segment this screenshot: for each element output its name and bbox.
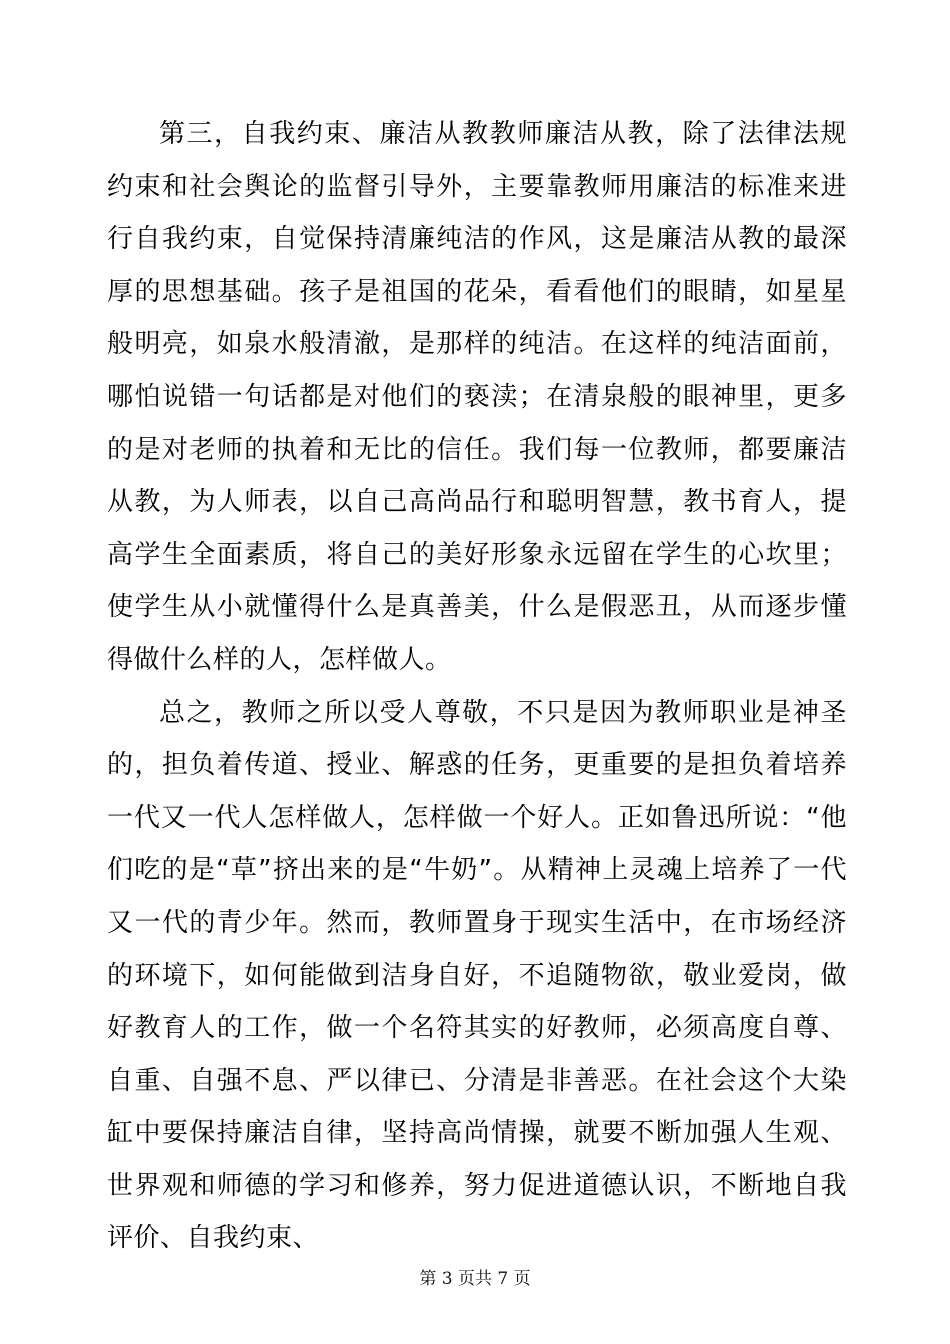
page-number-footer: 第 3 页共 7 页 bbox=[419, 1269, 531, 1289]
document-body bbox=[107, 108, 847, 1265]
paragraph-self-discipline: 第三，自我约束、廉洁从教教师廉洁从教，除了法律法规约束和社会舆论的监督引导外，主要靠教师用廉洁的标准来进行自我约束，自觉保持清廉纯洁的作风，这是廉洁从教的最深厚的思想基础。孩子是祖国的花朵，看看他们的眼睛，如星星般明亮，如泉水般清澈，是那样的纯洁。在这样的纯洁面前，哪怕说错一句话都是对他们的亵渎；在清泉般的眼神里，更多的是对老师的执着和无比的信任。我们每一位教师，都要廉洁从教，为人师表，以自己高尚品行和聪明智慧，教书育人，提高学生全面素质，将自己的美好形象永远留在学生的心坎里；使学生从小就懂得什么是真善美，什么是假恶丑，从而逐步懂得做什么样的人，怎样做人。 bbox=[107, 119, 847, 675]
paragraph-conclusion: 总之，教师之所以受人尊敬，不只是因为教师职业是神圣的，担负着传道、授业、解惑的任务，更重要的是担负着培养一代又一代人怎样做人，怎样做一个好人。正如鲁迅所说：“他们吃的是“草”挤出来的是“牛奶”。从精神上灵魂上培养了一代又一代的青少年。然而，教师置身于现实生活中，在市场经济的环境下，如何能做到洁身自好，不追随物欲，敬业爱岗，做好教育人的工作，做一个名符其实的好教师，必须高度自尊、自重、自强不息、严以律已、分清是非善恶。在社会这个大染缸中要保持廉洁自律，坚持高尚情操，就要不断加强人生观、世界观和师德的学习和修养，努力促进道德认识，不断地自我评价、自我约束、 bbox=[107, 697, 847, 1254]
